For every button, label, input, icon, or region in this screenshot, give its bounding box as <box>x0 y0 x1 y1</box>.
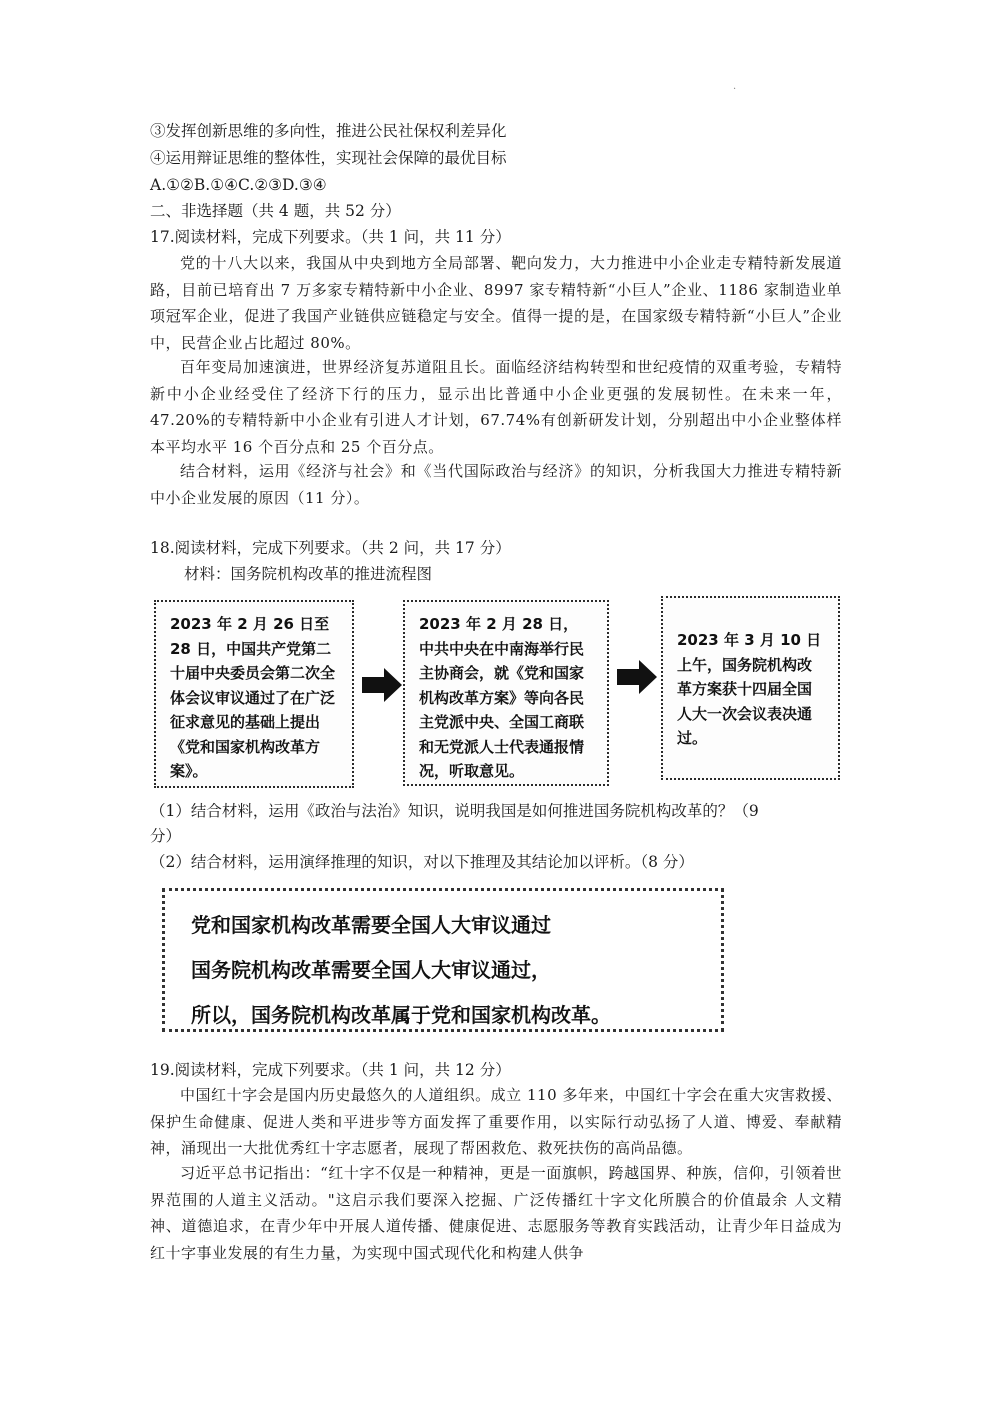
reasoning-line-3: 所以，国务院机构改革属于党和国家机构改革。 <box>191 1003 611 1027</box>
q17-paragraph-3: 结合材料，运用《经济与社会》和《当代国际政治与经济》的知识，分析我国大力推进专精特新中小企业发展的原因（11 分）。 <box>150 462 842 507</box>
q17-title: 17.阅读材料，完成下列要求。（共 1 问，共 11 分） <box>150 228 511 246</box>
flow-step-1: 2023 年 2 月 26 日至 28 日，中国共产党第二十届中央委员会第二次全体会议审议通过了在广泛征求意见的基础上提出《党和国家机构改革方案》。 <box>154 600 354 788</box>
q19-paragraph-2: 习近平总书记指出：“红十字不仅是一种精神，更是一面旗帜，跨越国界、种族，信仰，引领着世界范围的人道主义活动。"这启示我们要深入挖掘、广泛传播红十字文化所膜合的价值最余 人文精神、道德追求，在青少年中开展人道传播、健康促进、志愿服务等教育实践活动，让青少年日益成为红十字事业发展的有生力量，为实现中国式现代化和构建人供争 <box>150 1164 842 1262</box>
q18-sub1: （1）结合材料，运用《政治与法治》知识，说明我国是如何推进国务院机构改革的？（9 <box>150 802 759 820</box>
flow-step-3: 2023 年 3 月 10 日上午，国务院机构改革方案获十四届全国人大一次会议表决通过。 <box>661 596 840 780</box>
q17-paragraph-1: 党的十八大以来，我国从中央到地方全局部署、靶向发力，大力推进中小企业走专精特新发展道路，目前已培育出 7 万多家专精特新中小企业、8997 家专精特新“小巨人”企业、1186 家制造业单项冠军企业，促进了我国产业链供应链稳定与安全。值得一提的是，在国家级专精特新“小巨人”企业中，民营企业占比超过 80%。 <box>150 254 842 352</box>
flow-step-2: 2023 年 2 月 28 日，中共中央在中南海举行民主协商会，就《党和国家机构改革方案》等向各民主党派中央、全国工商联和无党派人士代表通报情况，听取意见。 <box>403 600 609 786</box>
q17-paragraph-2: 百年变局加速演进，世界经济复苏道阻且长。面临经济结构转型和世纪疫情的双重考验，专精特新中小企业经受住了经济下行的压力，显示出比普通中小企业更强的发展韧性。在未来一年，47.20%的专精特新中小企业有引进人才计划，67.74%有创新研发计划，分别超出中小企业整体样本平均水平 16 个百分点和 25 个百分点。 <box>150 358 842 456</box>
q18-sub2: （2）结合材料，运用演绎推理的知识，对以下推理及其结论加以评析。（8 分） <box>150 853 694 871</box>
q18-material-caption: 材料：国务院机构改革的推进流程图 <box>184 565 433 583</box>
flow-arrow-2-icon <box>617 660 657 694</box>
q18-title: 18.阅读材料，完成下列要求。（共 2 问，共 17 分） <box>150 539 511 557</box>
reasoning-box <box>162 888 724 1032</box>
reasoning-line-2: 国务院机构改革需要全国人大审议通过， <box>191 958 551 982</box>
option-3: ③发挥创新思维的多向性，推进公民社保权利差异化 <box>150 122 507 140</box>
top-mark: · <box>733 84 737 95</box>
reasoning-line-1: 党和国家机构改革需要全国人大审议通过 <box>191 913 551 937</box>
section-2-title: 二、非选择题（共 4 题，共 52 分） <box>150 202 401 220</box>
option-4: ④运用辩证思维的整体性，实现社会保障的最优目标 <box>150 149 507 167</box>
q19-paragraph-1: 中国红十字会是国内历史最悠久的人道组织。成立 110 多年来，中国红十字会在重大灾害救援、保护生命健康、促进人类和平进步等方面发挥了重要作用，以实际行动弘扬了人道、博爱、奉献精神，涌现出一大批优秀红十字志愿者，展现了帮困救危、救死扶伤的高尚品德。 <box>150 1086 842 1157</box>
answer-choices: A.①②B.①④C.②③D.③④ <box>150 176 327 194</box>
q18-sub1-cont: 分） <box>150 827 182 845</box>
flow-arrow-1-icon <box>362 668 402 702</box>
q19-title: 19.阅读材料，完成下列要求。（共 1 问，共 12 分） <box>150 1061 511 1079</box>
